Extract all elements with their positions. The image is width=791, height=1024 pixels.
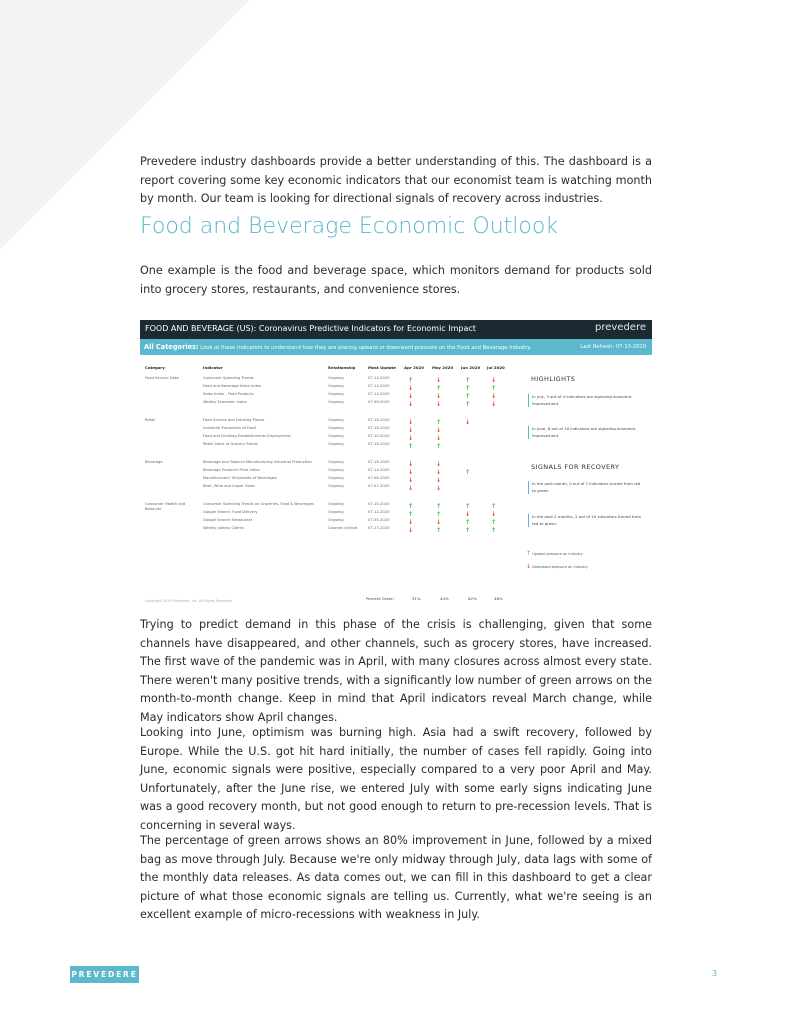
down-arrow-icon: ↓ [436, 434, 442, 442]
col-indicator: Indicator [203, 365, 223, 370]
cell-relationship: Ongoing [328, 442, 344, 446]
down-arrow-icon: ↓ [491, 510, 497, 518]
signal-past-2-months: In the past 2 months, 2 out of 10 indicators turned from red to green. [528, 514, 642, 527]
col-updated: Most Update [368, 365, 396, 370]
cell-updated: 07-09-2020 [368, 400, 390, 404]
down-arrow-icon: ↓ [408, 426, 414, 434]
col-may: May 2020 [432, 365, 454, 370]
cell-indicator: Sales Index - Food Products [203, 392, 254, 396]
percent-may: 44% [440, 596, 449, 601]
table-row [140, 459, 522, 467]
cell-updated: 07-10-2020 [368, 502, 390, 506]
table-row [140, 383, 522, 391]
legend-up-label: Upward pressure on industry [532, 552, 583, 556]
up-arrow-icon: ↑ [465, 526, 471, 534]
up-arrow-icon: ↑ [465, 468, 471, 476]
highlights-title: HIGHLIGHTS [531, 375, 576, 383]
down-arrow-icon: ↓ [408, 468, 414, 476]
legend-down [526, 563, 588, 570]
subtitle-text: Look at these indicators to understand how they are placing upward or downward pressure on the Food and Beverage Industry. [200, 345, 532, 351]
up-arrow-icon: ↑ [465, 502, 471, 510]
cell-indicator: Manufacturers' Shipments of Beverages [203, 476, 277, 480]
cell-relationship: Ongoing [328, 484, 344, 488]
percent-jun: 82% [468, 596, 477, 601]
dashboard-subtitle [144, 343, 531, 351]
cell-indicator: Beer, Wine and Liquor Sales [203, 484, 255, 488]
cell-indicator: Consumer Spending Trends [203, 376, 254, 380]
cell-indicator: Industrial Production of Food [203, 426, 256, 430]
cell-updated: 07-07-2020 [368, 484, 390, 488]
col-relationship: Relationship [328, 365, 356, 370]
cell-indicator: Beverage and Tobacco Manufacturing Industrial Production [203, 460, 312, 464]
cell-category: Beverage [145, 460, 163, 464]
dashboard-title: FOOD AND BEVERAGE (US): Coronavirus Predictive Indicators for Economic Impact [145, 324, 476, 333]
down-arrow-icon: ↓ [408, 484, 414, 492]
table-row [140, 475, 522, 483]
up-arrow-icon: ↑ [436, 502, 442, 510]
cell-indicator: Beverage Producer Price Index [203, 468, 260, 472]
dashboard-header [140, 320, 652, 339]
percent-apr: 31% [412, 596, 421, 601]
down-arrow-icon: ↓ [465, 510, 471, 518]
down-arrow-icon: ↓ [436, 376, 442, 384]
down-arrow-icon: ↓ [491, 400, 497, 408]
table-row [140, 517, 522, 525]
table-row [140, 399, 522, 407]
table-row [140, 425, 522, 433]
cell-indicator: Weekly Economic Index [203, 400, 247, 404]
down-arrow-icon: ↓ [408, 476, 414, 484]
table-row [140, 467, 522, 475]
percent-green-label: Percent Green [366, 596, 394, 601]
prevedere-logo: PREVEDERE [70, 966, 139, 983]
table-row [140, 391, 522, 399]
legend-down-label: Downward pressure on industry [532, 565, 588, 569]
down-arrow-icon: ↓ [436, 426, 442, 434]
all-categories-label: All Categories: [144, 343, 199, 351]
dashboard-subheader [140, 339, 652, 355]
up-arrow-icon: ↑ [436, 526, 442, 534]
table-row [140, 525, 522, 533]
up-arrow-icon: ↑ [436, 418, 442, 426]
cell-relationship: Counter-cyclical [328, 526, 358, 530]
highlight-june: In June, 8 out of 10 indicators are signaling economic improvement. [528, 426, 642, 439]
down-arrow-icon: ↓ [408, 518, 414, 526]
cell-indicator: Food and Drinking Establishments Employment [203, 434, 291, 438]
cell-relationship: Ongoing [328, 392, 344, 396]
down-arrow-icon: ↓ [436, 518, 442, 526]
up-arrow-icon: ↑ [491, 502, 497, 510]
paragraph-june: Looking into June, optimism was burning high. Asia had a swift recovery, followed by Europe. While the U.S. got hit hard initially, the number of cases fell rapidly. Going into June, economic signals were positive, especially compared to a very poor April and May. Unfortunately, after the June rise, we entered July with some early signs indicating June was a good recovery month, but not good enough to return to pre-recession levels. That is concerning in several ways. [140, 726, 652, 832]
percent-jul: 48% [494, 596, 503, 601]
up-arrow-icon: ↑ [465, 400, 471, 408]
corner-decoration [0, 0, 250, 250]
down-arrow-icon: ↓ [491, 392, 497, 400]
cell-updated: 07-17-2020 [368, 526, 390, 530]
cell-updated: 07-14-2020 [368, 376, 390, 380]
down-arrow-icon: ↓ [436, 460, 442, 468]
highlight-july: In July, 3 out of 4 indicators are signaling economic improvement. [528, 394, 642, 407]
up-arrow-icon: ↑ [408, 376, 414, 384]
signal-past-month: In the past month, 0 out of 7 indicators turned from red to green. [528, 481, 642, 494]
cell-updated: 07-16-2020 [368, 418, 390, 422]
down-arrow-icon: ↓ [408, 526, 414, 534]
col-jun: Jun 2020 [461, 365, 481, 370]
up-arrow-icon: ↑ [465, 392, 471, 400]
down-arrow-icon: ↓ [465, 418, 471, 426]
cell-relationship: Ongoing [328, 384, 344, 388]
table-row [140, 483, 522, 491]
up-arrow-icon: ↑ [436, 384, 442, 392]
cell-indicator: Google Search: Restaurant [203, 518, 253, 522]
down-arrow-icon: ↓ [436, 468, 442, 476]
up-arrow-icon: ↑ [465, 376, 471, 384]
cell-updated: 07-16-2020 [368, 442, 390, 446]
signals-title: SIGNALS FOR RECOVERY [531, 463, 620, 471]
dashboard-copyright: Copyright 2020 Prevedere, Inc. All Rights Reserved [145, 599, 232, 603]
table-row [140, 375, 522, 383]
down-arrow-icon: ↓ [408, 460, 414, 468]
up-arrow-icon: ↑ [491, 384, 497, 392]
page-number: 3 [712, 969, 718, 978]
down-arrow-icon: ↓ [408, 384, 414, 392]
up-arrow-icon: ↑ [408, 510, 414, 518]
cell-updated: 07-14-2020 [368, 384, 390, 388]
cell-relationship: Ongoing [328, 418, 344, 422]
dashboard-brand: prevedere [594, 322, 646, 333]
down-arrow-icon: ↓ [408, 392, 414, 400]
up-arrow-icon: ↑ [465, 384, 471, 392]
cell-updated: 07-10-2020 [368, 434, 390, 438]
table-row [140, 441, 522, 449]
cell-indicator: Weekly Jobless Claims [203, 526, 244, 530]
cell-relationship: Ongoing [328, 376, 344, 380]
col-apr: Apr 2020 [404, 365, 424, 370]
cell-relationship: Ongoing [328, 400, 344, 404]
cell-updated: 07-14-2020 [368, 468, 390, 472]
cell-relationship: Ongoing [328, 510, 344, 514]
up-arrow-icon: ↑ [408, 442, 414, 450]
down-arrow-icon: ↓ [526, 563, 532, 570]
paragraph-green-arrows: The percentage of green arrows shows an 80% improvement in June, followed by a mixed bag as move through July. Because we're only midway through July, data lags with some of the monthly data releases. As data comes out, we can fill in this dashboard to get a clear picture of what those economic signals are telling us. Currently, what we're seeing is an excellent example of micro-recessions with weakness in July. [140, 834, 652, 921]
up-arrow-icon: ↑ [465, 518, 471, 526]
col-category: Category [145, 365, 165, 370]
cell-indicator: Food Service and Drinking Places [203, 418, 265, 422]
cell-indicator: Food and Beverage Sales Index [203, 384, 262, 388]
down-arrow-icon: ↓ [408, 434, 414, 442]
up-arrow-icon: ↑ [491, 518, 497, 526]
cell-indicator: Retail Sales at Grocery Stores [203, 442, 258, 446]
cell-indicator: Consumer Spending Trends on Groceries, Food & Beverages [203, 502, 314, 506]
up-arrow-icon: ↑ [436, 442, 442, 450]
up-arrow-icon: ↑ [408, 502, 414, 510]
up-arrow-icon: ↑ [491, 526, 497, 534]
cell-updated: 07-05-2020 [368, 518, 390, 522]
cell-category: Consumer Health and Behavior [145, 502, 186, 511]
table-row [140, 501, 522, 509]
cell-category: Food Service Data [145, 376, 179, 380]
cell-relationship: Ongoing [328, 426, 344, 430]
table-row [140, 417, 522, 425]
down-arrow-icon: ↓ [436, 476, 442, 484]
down-arrow-icon: ↓ [436, 392, 442, 400]
cell-relationship: Ongoing [328, 502, 344, 506]
table-row [140, 433, 522, 441]
cell-updated: 07-14-2020 [368, 392, 390, 396]
down-arrow-icon: ↓ [436, 400, 442, 408]
cell-updated: 07-16-2020 [368, 460, 390, 464]
up-arrow-icon: ↑ [436, 510, 442, 518]
legend-up [526, 550, 583, 557]
up-arrow-icon: ↑ [526, 550, 532, 557]
cell-indicator: Google Search: Food Delivery [203, 510, 258, 514]
cell-relationship: Ongoing [328, 434, 344, 438]
down-arrow-icon: ↓ [436, 484, 442, 492]
paragraph-demand: Trying to predict demand in this phase of the crisis is challenging, given that some channels have disappeared, and other channels, such as grocery stores, have increased. The first wave of the pandemic was in April, with many closures across almost every state. There weren't many positive trends, with a significantly low number of green arrows on the month-to-month change. Keep in mind that April indicators reveal March change, while May indicators show April changes. [140, 618, 652, 724]
col-jul: Jul 2020 [487, 365, 505, 370]
down-arrow-icon: ↓ [408, 418, 414, 426]
cell-updated: 07-16-2020 [368, 426, 390, 430]
cell-category: Retail [145, 418, 156, 422]
cell-relationship: Ongoing [328, 518, 344, 522]
cell-relationship: Ongoing [328, 476, 344, 480]
down-arrow-icon: ↓ [491, 376, 497, 384]
cell-updated: 07-12-2020 [368, 510, 390, 514]
example-paragraph: One example is the food and beverage space, which monitors demand for products sold into grocery stores, restaurants, and convenience stores. [140, 264, 652, 296]
dashboard-figure [140, 320, 652, 610]
table-row [140, 509, 522, 517]
down-arrow-icon: ↓ [408, 400, 414, 408]
cell-relationship: Ongoing [328, 468, 344, 472]
section-heading: Food and Beverage Economic Outlook [140, 214, 559, 239]
cell-updated: 07-06-2020 [368, 476, 390, 480]
cell-relationship: Ongoing [328, 460, 344, 464]
last-refresh: Last Refresh: 07-13-2020 [580, 344, 646, 350]
intro-paragraph: Prevedere industry dashboards provide a better understanding of this. The dashboard is a report covering some key economic indicators that our economist team is watching month by month. Our team is looking for directional signals of recovery across industries. [140, 155, 652, 205]
